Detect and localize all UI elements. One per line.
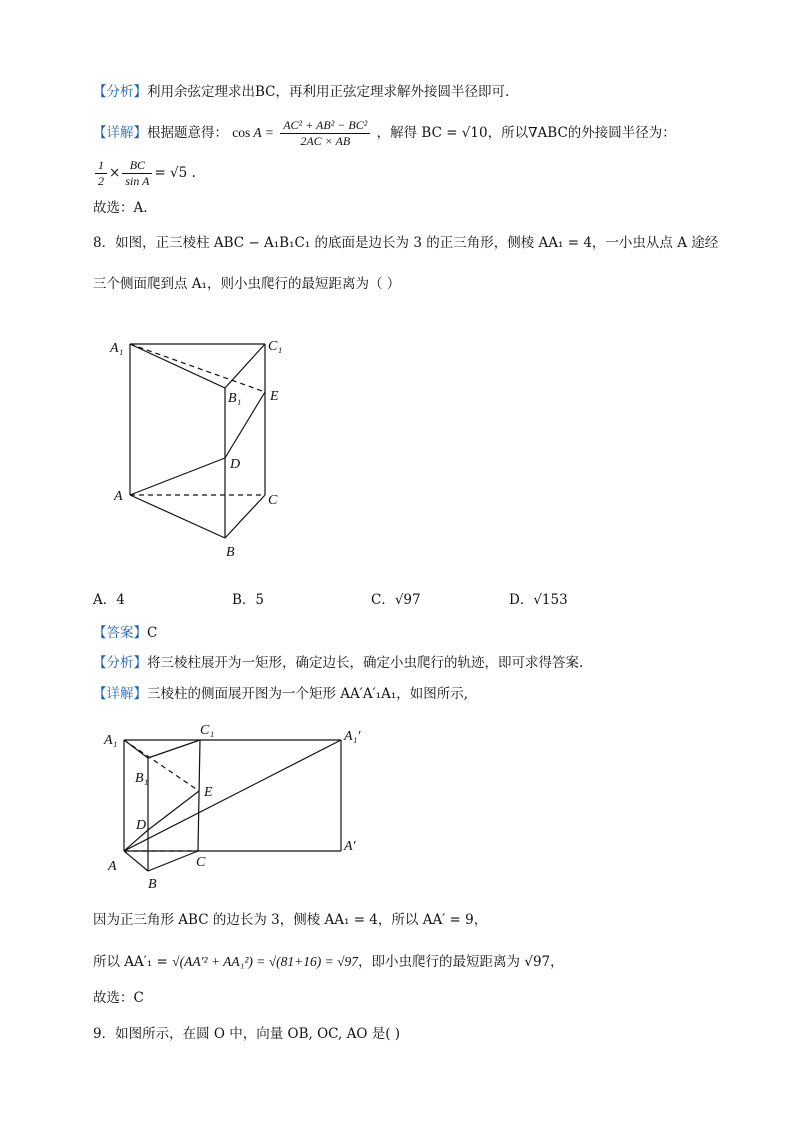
fig2-label-a1: A₁ bbox=[104, 733, 118, 748]
prism-figure bbox=[100, 330, 320, 565]
answer-label: 【答案】 bbox=[93, 625, 147, 641]
option-c: C．√97 bbox=[371, 592, 421, 608]
detail-line-2 bbox=[93, 684, 468, 704]
detail-line-1 bbox=[93, 118, 676, 149]
fig2-label-c: C bbox=[196, 855, 206, 870]
so-prefix: 所以 AA′₁ = bbox=[93, 954, 168, 970]
detail-label: 【详解】 bbox=[93, 125, 147, 141]
choice-line-1: 故选：A. bbox=[93, 200, 148, 216]
half-den: 2 bbox=[98, 174, 104, 188]
question-9-line: 9．如图所示，在圆 O 中，向量 OB, OC, AO 是( ) bbox=[93, 1026, 401, 1042]
detail-suffix: ，解得 BC = √10，所以∇ABC的外接圆半径为： bbox=[376, 125, 676, 141]
detail-text-2: 三棱柱的侧面展开图为一个矩形 AA′A′₁A₁，如图所示, bbox=[147, 686, 469, 702]
because-line: 因为正三角形 ABC 的边长为 3，侧棱 AA₁ = 4，所以 AA′ = 9， bbox=[93, 912, 488, 928]
fig2-label-a: A bbox=[108, 859, 117, 874]
fig2-label-b1: B₁ bbox=[135, 771, 149, 786]
question-8-line-2: 三个侧面爬到点 A₁，则小虫爬行的最短距离为（ ） bbox=[93, 276, 401, 292]
analysis-line-2 bbox=[93, 653, 583, 673]
fig1-label-c: C bbox=[268, 493, 278, 508]
cos-a: cos A = bbox=[232, 125, 274, 140]
fig2-label-b: B bbox=[148, 877, 157, 892]
cosine-numerator: AC² + AB² − BC² bbox=[280, 118, 370, 134]
option-b: B．5 bbox=[232, 592, 265, 608]
cosine-denominator: 2AC × AB bbox=[300, 134, 351, 148]
so-expr: √(AA′² + AA₁²) = √(81+16) = √97 bbox=[172, 954, 359, 969]
option-d: D．√153 bbox=[509, 592, 568, 608]
unfolded-figure bbox=[100, 718, 370, 896]
fig1-label-d: D bbox=[230, 457, 241, 472]
fig2-label-a-prime: A′ bbox=[344, 839, 356, 854]
analysis-label: 【分析】 bbox=[93, 84, 147, 100]
fig1-label-b: B bbox=[226, 545, 235, 560]
fig1-label-e: E bbox=[270, 389, 279, 404]
fig2-label-e: E bbox=[204, 785, 213, 800]
answer-value: C bbox=[147, 625, 158, 641]
half-fraction bbox=[95, 158, 107, 189]
choice-line-2: 故选：C bbox=[93, 990, 144, 1006]
fig2-label-c1: C₁ bbox=[200, 723, 215, 738]
answer-line bbox=[93, 623, 157, 643]
bc-num: BC bbox=[122, 158, 152, 174]
fig2-label-a1-prime: A₁′ bbox=[344, 729, 361, 744]
cosine-fraction bbox=[280, 118, 370, 149]
fig1-label-b1: B₁ bbox=[228, 391, 242, 406]
option-a: A．4 bbox=[93, 592, 125, 608]
analysis-text: 利用余弦定理求出BC，再利用正弦定理求解外接圆半径即可. bbox=[147, 84, 510, 100]
so-suffix: ，即小虫爬行的最短距离为 √97， bbox=[358, 954, 564, 970]
fig1-label-c1: C₁ bbox=[268, 339, 283, 354]
sin-den: sin A bbox=[125, 174, 150, 188]
detail-label-2: 【详解】 bbox=[93, 686, 147, 702]
analysis-text-2: 将三棱柱展开为一矩形，确定边长，确定小虫爬行的轨迹，即可求得答案. bbox=[147, 655, 584, 671]
radius-formula: $\frac{1}{2}$ × $\frac{BC}{\text{sin A}}$ = √5 . bbox=[93, 158, 196, 189]
fig1-label-a: A bbox=[114, 489, 123, 504]
question-8-line-1: 8．如图，正三棱柱 ABC − A₁B₁C₁ 的底面是边长为 3 的正三角形，侧棱 AA₁ = 4，一小虫从点 A 途经 bbox=[93, 235, 719, 251]
detail-prefix: 根据题意得： bbox=[147, 125, 228, 141]
bc-sin-fraction bbox=[122, 158, 152, 189]
fig2-label-d: D bbox=[136, 818, 147, 833]
analysis-line-1 bbox=[93, 82, 509, 102]
fig1-label-a1: A₁ bbox=[110, 341, 124, 356]
half-num: 1 bbox=[95, 158, 107, 174]
analysis-label-2: 【分析】 bbox=[93, 655, 147, 671]
radius-result: = √5 . bbox=[154, 165, 196, 181]
so-line bbox=[93, 952, 564, 972]
